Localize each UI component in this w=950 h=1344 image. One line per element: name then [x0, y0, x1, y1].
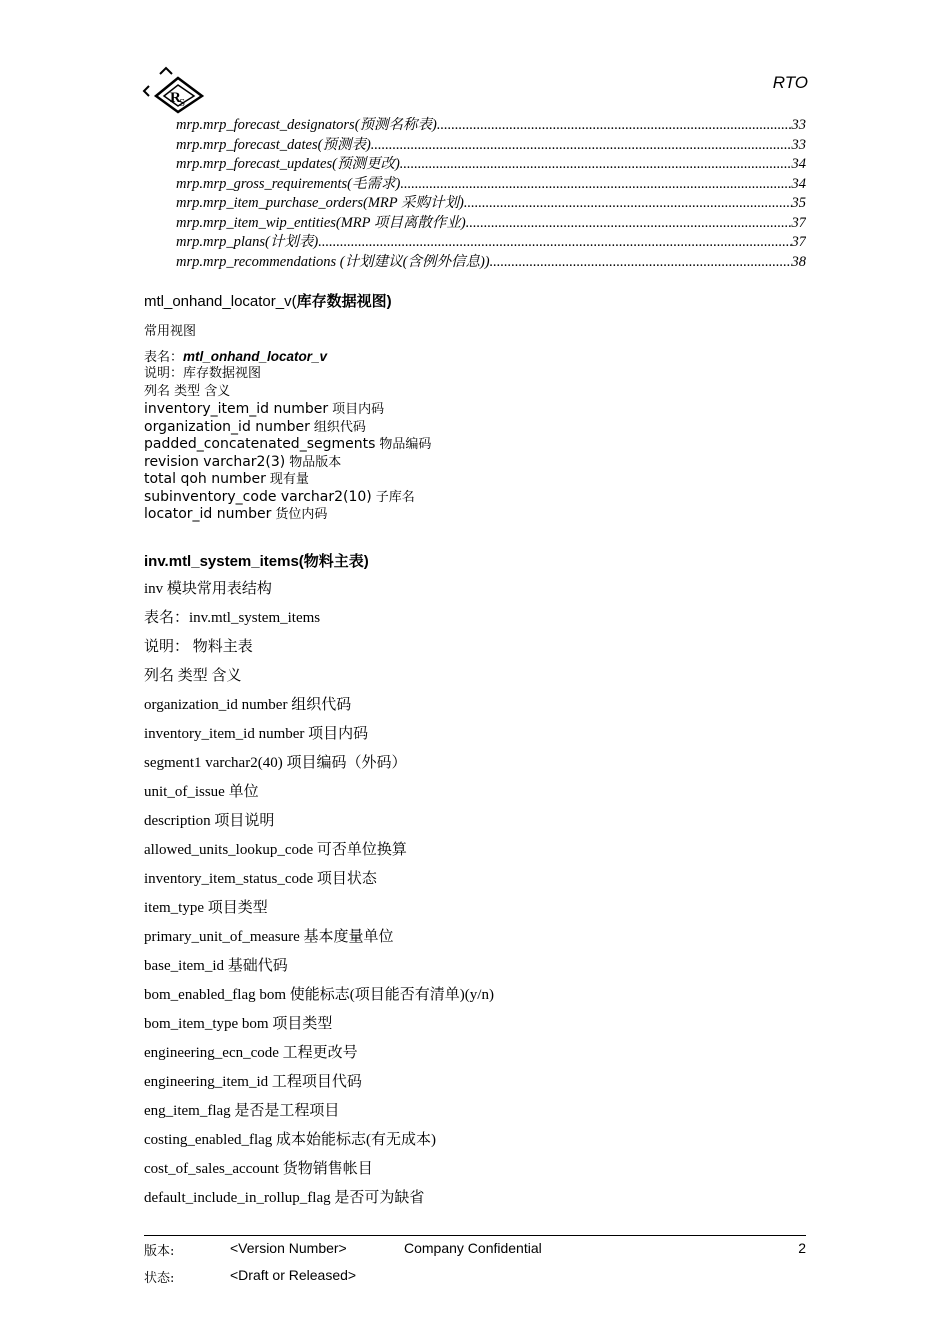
column-row	[144, 435, 431, 453]
columns-header: 列名 类型 含义	[144, 383, 231, 399]
toc-entry[interactable]	[176, 194, 806, 214]
column-code: inventory_item_id number	[144, 401, 329, 417]
body-line: description 项目说明	[144, 813, 275, 829]
toc-entry[interactable]	[176, 175, 806, 195]
description-line: 说明：库存数据视图	[144, 366, 262, 381]
section-heading-plain: mtl_onhand_locator_v(	[144, 293, 297, 310]
toc-entry-title: mrp.mrp_plans(计划表)	[176, 234, 319, 250]
column-meaning: 子库名	[375, 489, 415, 505]
section-heading-system-items: inv.mtl_system_items(物料主表)	[144, 553, 369, 570]
toc-entry-page: 38	[791, 253, 806, 270]
system-items-body	[144, 579, 494, 1217]
onhand-view-body	[144, 323, 431, 523]
table-name-label: 表名：	[144, 349, 184, 365]
footer-version-label: 版本:	[144, 1244, 175, 1259]
toc-entry-title: mrp.mrp_forecast_updates(预测更改)	[176, 156, 400, 172]
toc-entry-page: 35	[791, 195, 806, 211]
body-line: inventory_item_status_code 项目状态	[144, 871, 377, 887]
body-line: 表名：inv.mtl_system_items	[144, 610, 321, 626]
body-line: primary_unit_of_measure 基本度量单位	[144, 929, 394, 945]
table-name-line	[144, 348, 431, 366]
toc-entry-page: 34	[791, 175, 806, 192]
column-row	[144, 505, 431, 523]
column-meaning: 货位内码	[275, 507, 328, 522]
table-of-contents	[176, 116, 806, 272]
toc-entry-title: mrp.mrp_item_purchase_orders(MRP 采购计划)	[176, 195, 464, 211]
column-row	[144, 488, 431, 506]
footer-version-value: <Version Number>	[230, 1240, 347, 1256]
footer-status-value: <Draft or Released>	[230, 1267, 357, 1283]
toc-entry[interactable]	[176, 136, 806, 156]
body-line: 说明： 物料主表	[144, 639, 253, 655]
svg-text:S: S	[179, 97, 186, 109]
body-line: eng_item_flag 是否是工程项目	[144, 1103, 340, 1119]
column-row	[144, 400, 431, 418]
column-meaning: 现有量	[269, 472, 309, 487]
column-row	[144, 453, 431, 471]
svg-text:R: R	[170, 90, 181, 106]
body-line: allowed_units_lookup_code 可否单位换算	[144, 842, 407, 858]
footer-status-label: 状态:	[144, 1271, 175, 1286]
body-line: base_item_id 基础代码	[144, 958, 288, 974]
body-line: cost_of_sales_account 货物销售帐目	[144, 1161, 373, 1177]
toc-entry-title: mrp.mrp_gross_requirements(毛需求)	[176, 175, 401, 192]
column-code: revision varchar2(3)	[144, 453, 286, 470]
toc-entry-page: 37	[791, 234, 806, 250]
column-code: subinventory_code varchar2(10)	[144, 488, 372, 505]
column-code: total qoh number	[144, 471, 266, 487]
body-line: engineering_item_id 工程项目代码	[144, 1074, 362, 1090]
footer-page-number: 2	[798, 1240, 806, 1256]
toc-entry-page: 33	[791, 136, 806, 153]
toc-entry-page: 37	[791, 214, 806, 231]
body-line: engineering_ecn_code 工程更改号	[144, 1045, 358, 1061]
body-line: bom_item_type bom 项目类型	[144, 1016, 333, 1032]
column-meaning: 组织代码	[313, 419, 366, 435]
toc-entry-title: mrp.mrp_recommendations (计划建议(含例外信息))	[176, 253, 490, 270]
toc-entry-title: mrp.mrp_item_wip_entities(MRP 项目离散作业)	[176, 214, 466, 231]
body-line: organization_id number 组织代码	[144, 697, 352, 713]
body-line: default_include_in_rollup_flag 是否可为缺省	[144, 1190, 425, 1206]
column-meaning: 物品版本	[289, 454, 342, 470]
body-line: unit_of_issue 单位	[144, 784, 259, 800]
section-heading-onhand-view	[144, 290, 392, 311]
footer-confidential: Company Confidential	[404, 1240, 542, 1256]
toc-entry-page: 34	[791, 156, 806, 172]
toc-entry-title: mrp.mrp_forecast_designators(预测名称表)	[176, 117, 437, 133]
toc-entry[interactable]	[176, 155, 806, 175]
column-row	[144, 470, 431, 488]
column-row	[144, 418, 431, 436]
body-line: 列名 类型 含义	[144, 668, 242, 684]
toc-entry-page: 33	[791, 117, 806, 133]
toc-entry[interactable]	[176, 116, 806, 136]
body-line: inventory_item_id number 项目内码	[144, 726, 369, 742]
body-line: bom_enabled_flag bom 使能标志(项目能否有清单)(y/n)	[144, 987, 494, 1003]
footer-divider	[144, 1235, 806, 1236]
column-code: padded_concatenated_segments	[144, 436, 376, 452]
toc-entry-title: mrp.mrp_forecast_dates(预测表)	[176, 136, 371, 153]
category-text: 常用视图	[144, 324, 197, 339]
toc-entry[interactable]	[176, 214, 806, 234]
toc-entry[interactable]	[176, 233, 806, 253]
table-name-value: mtl_onhand_locator_v	[183, 348, 328, 364]
column-meaning: 物品编码	[379, 437, 432, 452]
body-line: inv 模块常用表结构	[144, 581, 272, 597]
column-code: locator_id number	[144, 506, 272, 522]
body-line: costing_enabled_flag 成本始能标志(有无成本)	[144, 1132, 437, 1148]
section-heading-bold: 库存数据视图)	[296, 293, 392, 310]
column-code: organization_id number	[144, 418, 310, 435]
header-title: RTO	[772, 73, 808, 92]
company-logo	[140, 66, 210, 114]
body-line: segment1 varchar2(40) 项目编码（外码）	[144, 755, 407, 771]
body-line: item_type 项目类型	[144, 900, 268, 916]
column-meaning: 项目内码	[332, 402, 385, 417]
toc-entry[interactable]	[176, 253, 806, 273]
